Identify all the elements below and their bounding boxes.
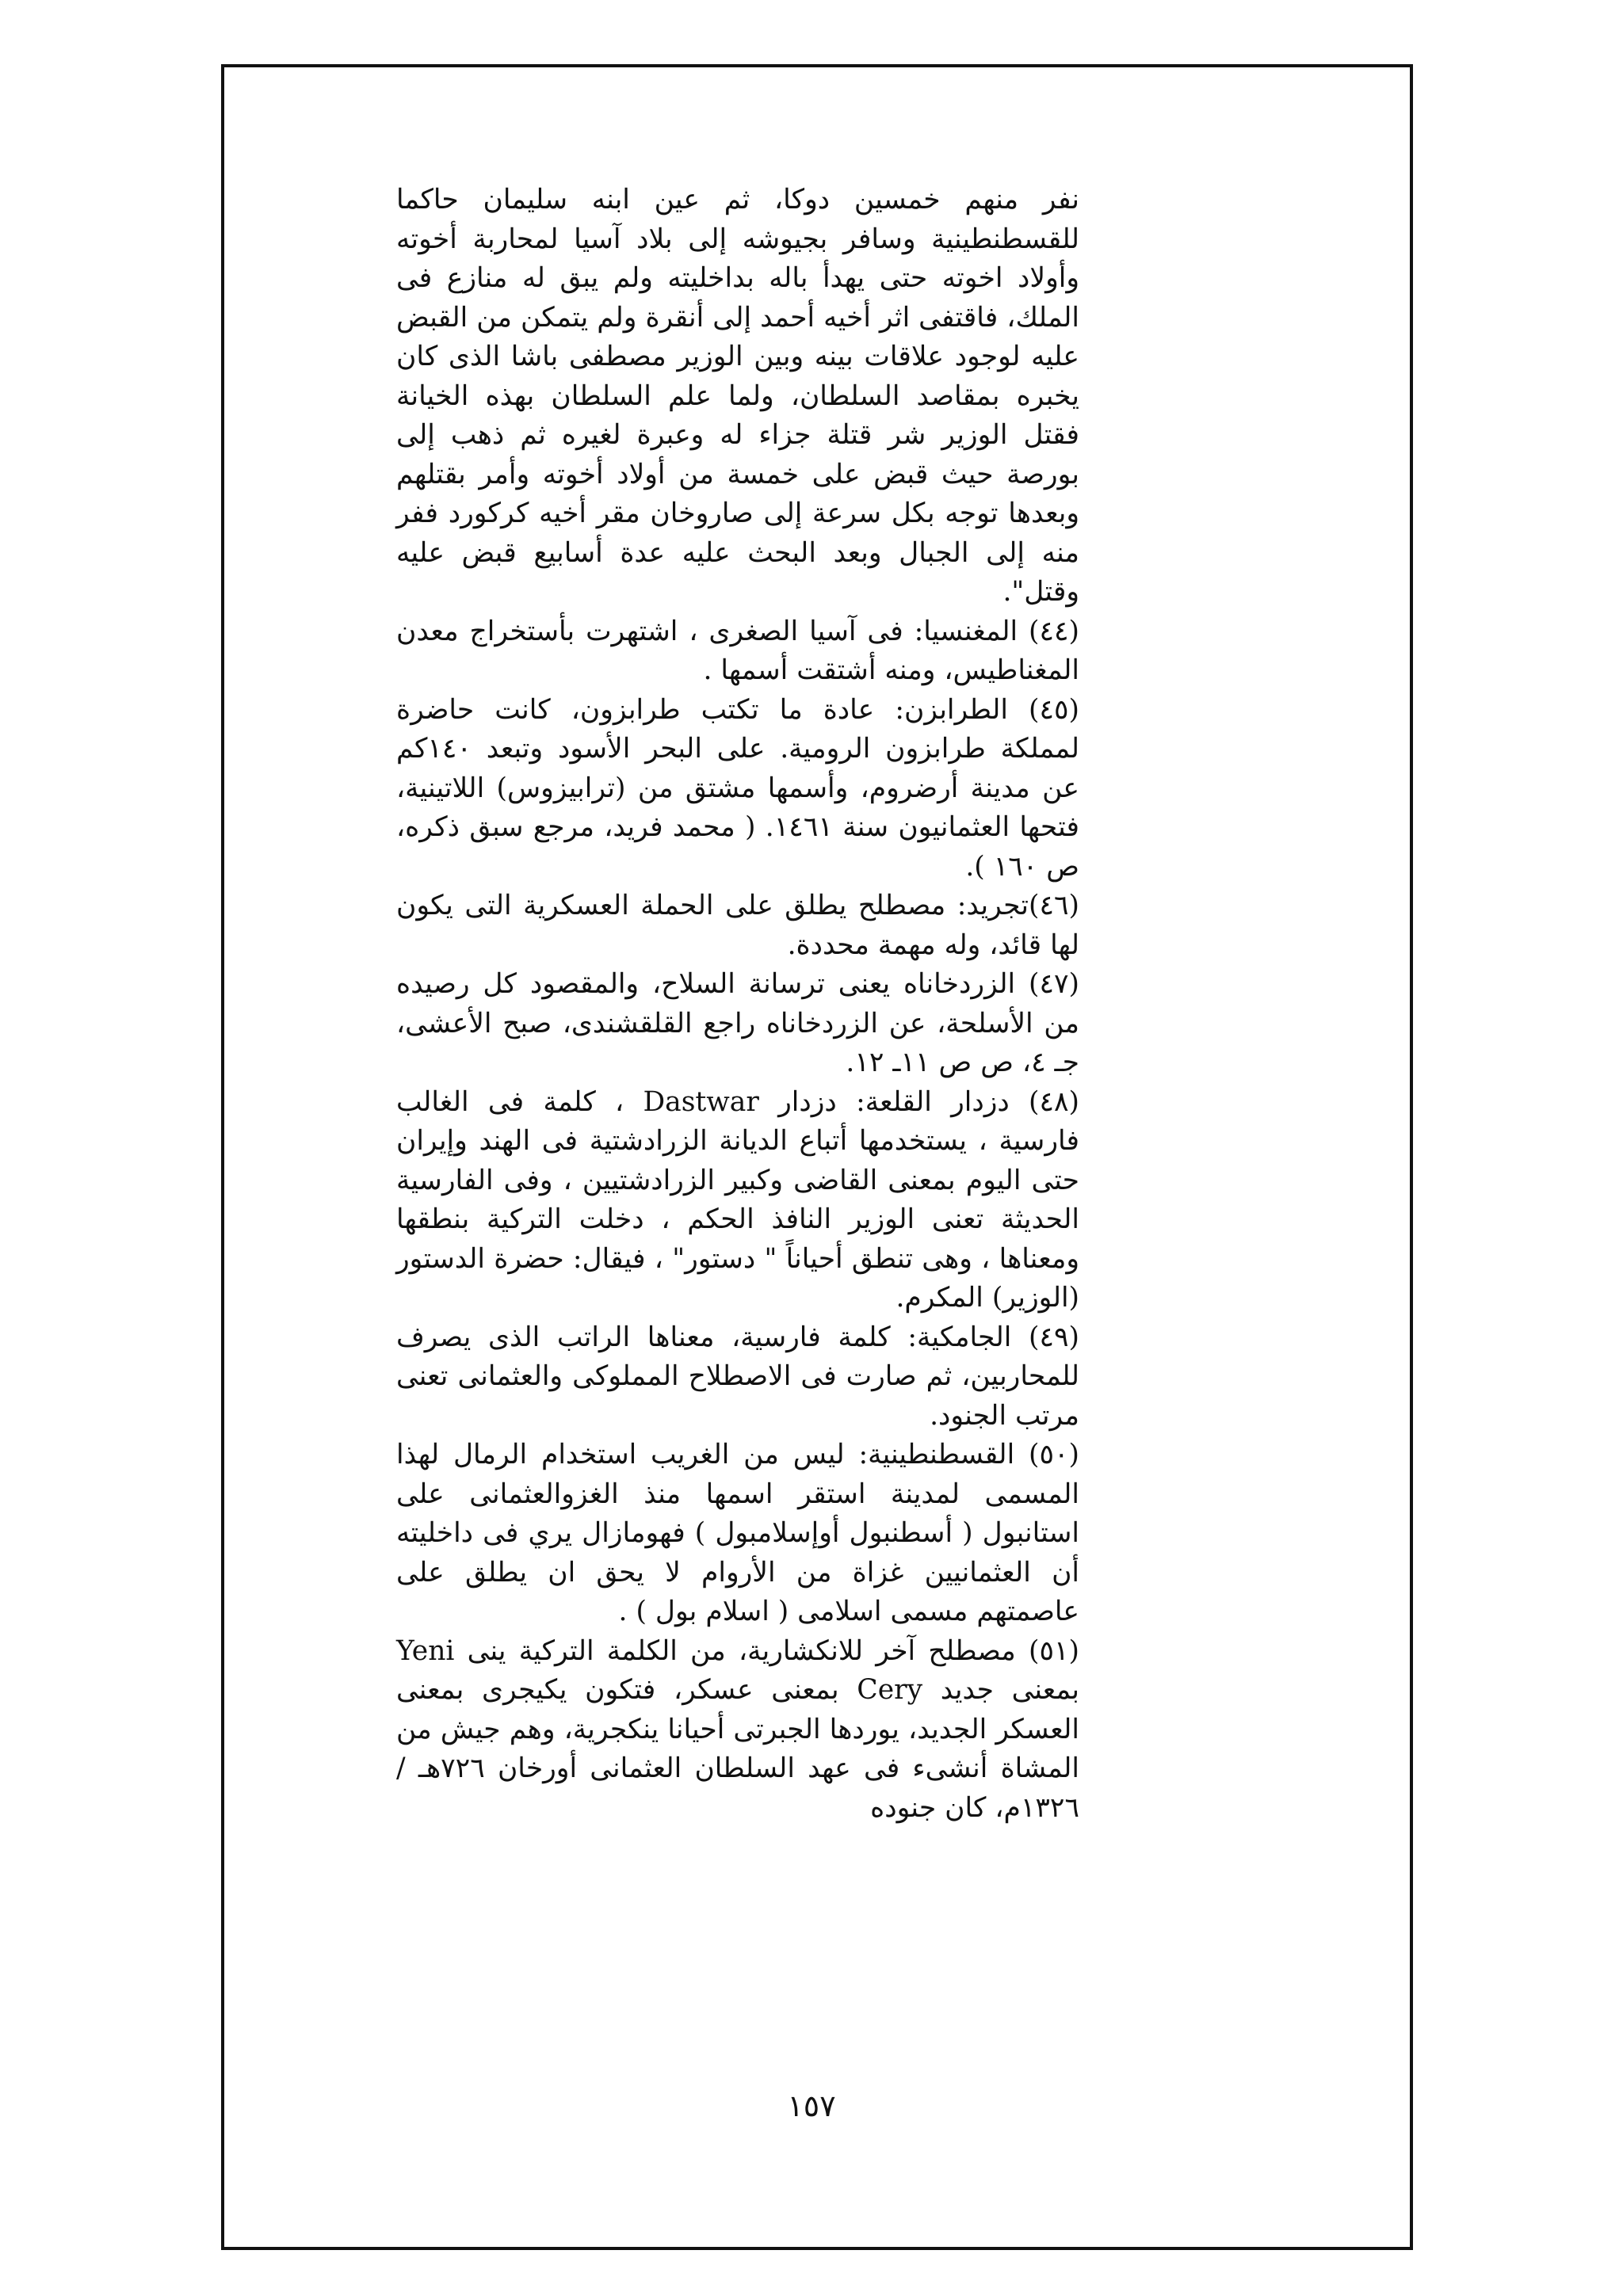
footnote-49: (٤٩) الجامكية: كلمة فارسية، معناها الراتب الذى يصرف للمحاربين، ثم صارت فى الاصطلاح المملوكى والعثمانى تعنى مرتب الجنود. [396, 1321, 1079, 1432]
intro-paragraph: نفر منهم خمسين دوكا، ثم عين ابنه سليمان حاكما للقسطنطينية وسافر بجيوشه إلى بلاد آسيا لمحاربة أخوته وأولاد اخوته حتى يهدأ باله بداخليته ولم يبق له منازع فى الملك، فاقتفى اثر أخيه أحمد إلى أنقرة ولم يتمكن من القبض عليه لوجود علاقات بينه وبين الوزير مصطفى باشا الذى كان يخبره بمقاصد السلطان، ولما علم السلطان بهذه الخيانة فقتل الوزير شر قتلة جزاء له وعبرة لغيره ثم ذهب إلى بورصة حيث قبض على خمسة من أولاد أخوته وأمر بقتلهم وبعدها توجه بكل سرعة إلى صاروخان مقر أخيه كركورد ففر منه إلى الجبال وبعد البحث عليه عدة أسابيع قبض عليه وقتل". [396, 184, 1079, 608]
footnote-47: (٤٧) الزردخاناه يعنى ترسانة السلاح، والمقصود كل رصيده من الأسلحة، عن الزردخاناه راجع القلقشندى، صبح الأعشى، جـ ٤، ص ص ١١ـ ١٢. [396, 968, 1079, 1078]
footnote-45: (٤٥) الطرابزن: عادة ما تكتب طرابزون، كانت حاضرة لمملكة طرابزون الرومية. على البحر الأسود وتبعد ١٤٠كم عن مدينة أرضروم، وأسمها مشتق من (ترابيزوس) اللاتينية، فتحها العثمانيون سنة ١٤٦١. ( محمد فريد، مرجع سبق ذكره، ص ١٦٠ ). [396, 693, 1079, 883]
footnote-48: (٤٨) دزدار القلعة: دزدار Dastwar ، كلمة فى الغالب فارسية ، يستخدمها أتباع الديانة الزرادشتية فى الهند وإيران حتى اليوم بمعنى القاضى وكبير الزرادشتيين ، وفى الفارسية الحديثة تعنى الوزير النافذ الحكم ، دخلت التركية بنطقها ومعناها ، وهى تنطق أحياناً " دستور" ، فيقال: حضرة الدستور (الوزير) المكرم. [396, 1085, 1079, 1314]
footnote-46: (٤٦)تجريد: مصطلح يطلق على الحملة العسكرية التى يكون لها قائد، وله مهمة محددة. [396, 890, 1079, 961]
footnote-51: (٥١) مصطلح آخر للانكشارية، من الكلمة التركية ينى Yeni بمعنى جديد Cery بمعنى عسكر، فتكون يكيجرى بمعنى العسكر الجديد، يوردها الجبرتى أحيانا ينكجرية، وهم جيش من المشاة أنشىء فى عهد السلطان العثمانى أورخان ٧٢٦هـ / ١٣٢٦م، كان جنوده [396, 1634, 1079, 1824]
page-number: ١٥٧ [787, 2088, 836, 2123]
body-text [396, 181, 1079, 1828]
footnote-44: (٤٤) المغنسيا: فى آسيا الصغرى ، اشتهرت بأستخراج معدن المغناطيس، ومنه أشتقت أسمها . [396, 615, 1079, 686]
footnote-50: (٥٠) القسطنطينية: ليس من الغريب استخدام الرمال لهذا المسمى لمدينة استقر اسمها منذ الغزوالعثمانى على استانبول ( أسطنبول أوإسلامبول ) فهومازال يري فى داخليته أن العثمانيين غزاة من الأروام لا يحق ان يطلق على عاصمتهم مسمى اسلامى ( اسلام بول ) . [396, 1439, 1079, 1627]
